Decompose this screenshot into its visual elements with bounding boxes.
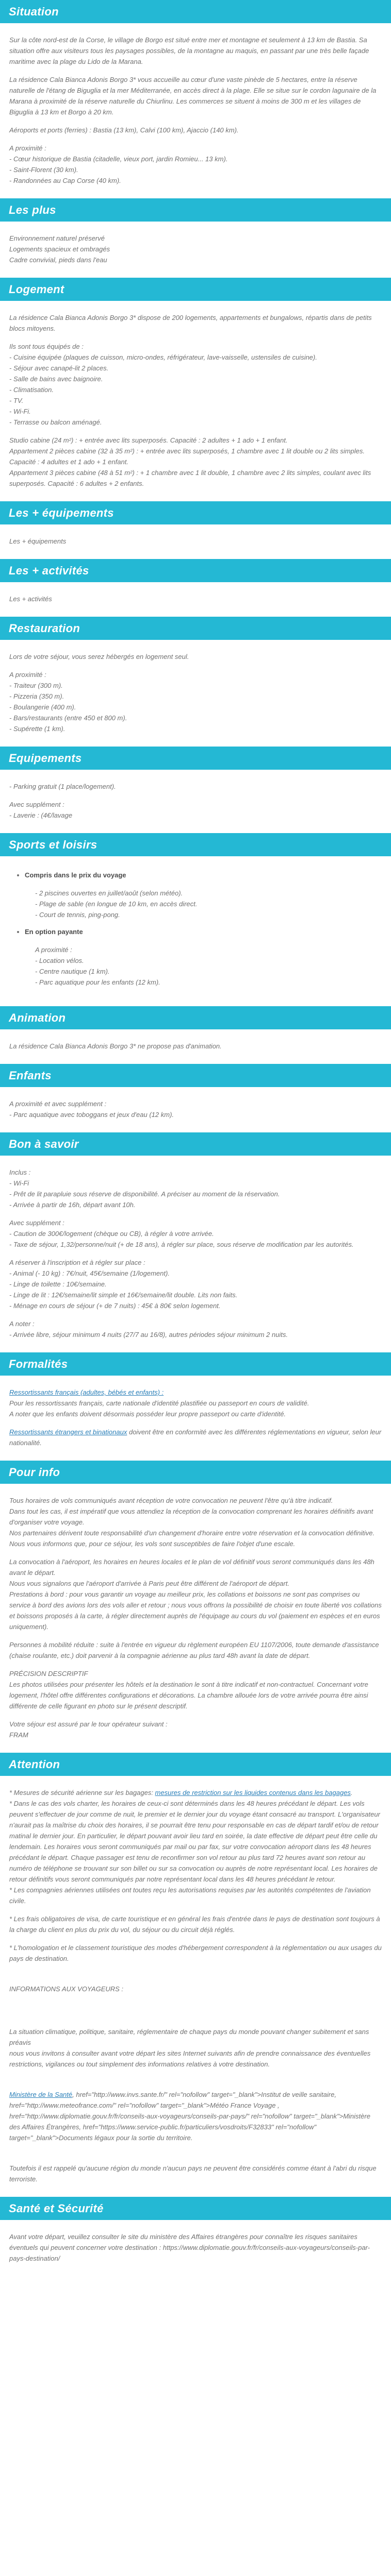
paragraph: Personnes à mobilité réduite : suite à l'entrée en vigueur du règlement européen EU 1107/2006, toute demande d'assistance (chaise roulante, etc.) doit parvenir à la compagnie aérienne au plus tard 48h avant la date de départ. [9, 1641, 379, 1659]
room-types [9, 435, 382, 489]
included-title: Compris dans le prix du voyage [25, 871, 126, 879]
children-info [9, 1098, 382, 1120]
line: - Terrasse ou balcon aménagé. [9, 418, 102, 426]
line: - Parc aquatique pour les enfants (12 km). [35, 978, 160, 986]
line: * Dans le cas des vols charter, les horaires de ceux-ci sont déterminés dans les 48 heures précédant le départ. Les vols peuvent s'effectuer de jour comme de nuit, le premier et le dernier jour du voyage étant consacré au transport. L'organisateur n'aurait pas la maîtrise du choix des horaires, il se pourrait être tenu pour responsable en cas de départ tardif et/ou de retour matinal le dernier jour. En particulier, le départ pouvant avoir lieu tard en soirée, la date effective de départ peut être celle du lendemain. Les horaires vous seront communiqués par mail ou par fax, sur votre convocation aéroport dans les 48 heures précédant le départ. Chaque passager est tenu de reconfirmer son vol retour au plus tard 72 heures avant son retour au numéro de téléphone se trouvant sur son billet ou sur sa convocation ou auprès de notre représentant local. Les horaires de retour définitifs vous seront communiqués par notre représentant local dans les 48 heures précédant le retour. [9, 1800, 380, 1883]
section-title: Logement [9, 282, 64, 296]
section-title: Les plus [9, 203, 56, 216]
line: A proximité : [9, 671, 46, 679]
line: - Salle de bains avec baignoire. [9, 375, 103, 383]
line: * Mesures de sécurité aérienne sur les bagages: [9, 1789, 155, 1797]
line: - Cuisine équipée (plaques de cuisson, micro-ondes, réfrigérateur, lave-vaisselle, ustensiles de cuisine). [9, 353, 317, 361]
section-header-attention [0, 1753, 391, 1776]
paragraph: Avant votre départ, veuillez consulter le site du ministère des Affaires étrangères pour connaître les risques sanitaires éventuels qui peuvent concerner votre destination : https://www.diplomatie.gouv.fr/fr/conseils-aux-voyageurs/conseils-par-pays-destination/ [9, 2233, 370, 2262]
line: Avec supplément : [9, 801, 64, 808]
line: - Laverie : (4€/lavage [9, 811, 73, 819]
flight-info [9, 1495, 382, 1549]
useful-links [9, 2089, 382, 2143]
line: A noter : [9, 1320, 35, 1328]
line: Environnement naturel préservé [9, 234, 105, 242]
line: Studio cabine (24 m²) : + entrée avec lits superposés. Capacité : 2 adultes + 1 ado + 1 enfant. [9, 436, 288, 444]
line: PRÉCISION DESCRIPTIF [9, 1670, 88, 1677]
section-header-plus-equipements [0, 501, 391, 524]
line: * Les compagnies aériennes utilisées ont toutes reçu les autorisations requises par les autorités compétentes de l'aviation civile. [9, 1886, 371, 1905]
section-title: Enfants [9, 1069, 52, 1082]
line: Appartement 2 pièces cabine (32 à 35 m²) : + entrée avec lits superposés, 1 chambre avec 1 lit double ou 2 lits simples. Capacité : 4 adultes et 1 ado + 1 enfant. [9, 447, 365, 466]
spacer [9, 2077, 382, 2089]
line: Tous horaires de vols communiqués avant réception de votre convocation ne peuvent l'être qu'à titre indicatif. [9, 1497, 333, 1504]
line: La situation climatique, politique, sanitaire, réglementaire de chaque pays du monde pouvant changer subitement et sans préavis [9, 2028, 369, 2046]
section-body-pour-info [0, 1484, 391, 1750]
paragraph: La résidence Cala Bianca Adonis Borgo 3* dispose de 200 logements, appartements et bungalows, répartis dans de petits blocs mitoyens. [9, 314, 372, 332]
section-title: Santé et Sécurité [9, 2201, 104, 2215]
section-header-les-plus [0, 198, 391, 222]
line: - Arrivée libre, séjour minimum 4 nuits (27/7 au 16/8), autres périodes séjour minimum 2 nuits. [9, 1331, 288, 1338]
section-header-restauration [0, 617, 391, 640]
section-title: Situation [9, 5, 59, 18]
section-title: Formalités [9, 1357, 68, 1370]
paragraph: Les + activités [9, 595, 52, 603]
line: Votre séjour est assuré par le tour opérateur suivant : [9, 1720, 168, 1728]
section-title: Restauration [9, 621, 80, 635]
paragraph: La résidence Cala Bianca Adonis Borgo 3* ne propose pas d'animation. [9, 1042, 222, 1050]
line: - Randonnées au Cap Corse (40 km). [9, 177, 121, 184]
line: A proximité : [9, 144, 46, 152]
line: Inclus : [9, 1168, 31, 1176]
section-body-animation [0, 1029, 391, 1061]
line: Nos partenaires dérivent toute responsabilité d'un changement d'horaire entre votre réservation et la convocation définitive. [9, 1529, 375, 1537]
list-item [25, 870, 382, 920]
paid-lines [25, 944, 382, 988]
line: A proximité : [35, 946, 72, 954]
foreign-nationals [9, 1427, 382, 1448]
section-header-situation [0, 0, 391, 23]
paragraph: - Parking gratuit (1 place/logement). [9, 783, 116, 790]
paragraph: La résidence Cala Bianca Adonis Borgo 3* vous accueille au cœur d'une vaste pinède de 5 hectares, entre la réserve naturelle de l'étang de Biguglia et la mer Méditerranée, en accès direct à la plage. Elle se situe sur le cordon lagunaire de la Marana à proximité de la réserve naturelle du Chiurlinu. Les commerces se situent à moins de 300 m et les villages de Biguglia à 13 km et Borgo à 20 km. [9, 76, 377, 116]
highlights [9, 233, 382, 265]
paid-option-title: En option payante [25, 928, 83, 936]
section-body-enfants [0, 1087, 391, 1129]
section-body-plus-activites [0, 582, 391, 614]
line: - Ménage en cours de séjour (+ de 7 nuits) : 45€ à 80€ selon logement. [9, 1302, 221, 1310]
section-title: Animation [9, 1011, 66, 1024]
line: - Parc aquatique avec toboggans et jeux d'eau (12 km). [9, 1111, 174, 1118]
section-title: Pour info [9, 1465, 60, 1479]
security-measures [9, 1787, 382, 1906]
nearby-list [9, 669, 382, 734]
line: Cadre convivial, pieds dans l'eau [9, 256, 107, 264]
line: Ils sont tous équipés de : [9, 343, 84, 350]
line: Nous vous signalons que l'aéroport d'arrivée à Paris peut être différent de l'aéroport de départ. [9, 1580, 289, 1587]
section-body-logement [0, 301, 391, 498]
line: - Taxe de séjour, 1,32/personne/nuit (+ de 18 ans), à régler sur place, sous réserve de modification par les autorités. [9, 1241, 354, 1248]
section-header-logement [0, 278, 391, 301]
section-body-formalites [0, 1376, 391, 1458]
section-body-sante [0, 2220, 391, 2273]
spacer [9, 2002, 382, 2026]
section-title: Sports et loisirs [9, 838, 97, 851]
equipment-list [9, 341, 382, 428]
tour-operator [9, 1719, 382, 1740]
paragraph: Les + équipements [9, 537, 67, 545]
paragraph: * L'homologation et le classement touristique des modes d'hébergement correspondent à la réglementation ou aux usages du pays de destination. [9, 1944, 382, 1962]
section-header-equipements [0, 747, 391, 770]
line: - Caution de 300€/logement (chèque ou CB), à régler à votre arrivée. [9, 1230, 214, 1238]
line: . [350, 1789, 353, 1797]
line: Avec supplément : [9, 1219, 64, 1227]
paragraph: Toutefois il est rappelé qu'aucune région du monde n'aucun pays ne peuvent être considérés comme étant à l'abri du risque terroriste. [9, 2164, 377, 2183]
line: - Wi-Fi. [9, 408, 31, 415]
section-body-bon-a-savoir [0, 1156, 391, 1349]
line: FRAM [9, 1731, 28, 1739]
line: - Boulangerie (400 m). [9, 703, 76, 711]
description-precision [9, 1668, 382, 1711]
line: A proximité et avec supplément : [9, 1100, 107, 1108]
line: A réserver à l'inscription et à régler sur place : [9, 1259, 145, 1266]
section-body-plus-equipements [0, 524, 391, 556]
section-header-enfants [0, 1064, 391, 1087]
section-header-plus-activites [0, 559, 391, 582]
line: - TV. [9, 397, 24, 404]
section-body-restauration [0, 640, 391, 743]
included-lines [25, 888, 382, 920]
line: Prestations à bord : pour vous garantir un voyage au meilleur prix, les collations et boissons ne sont pas comprises ou service à bord des avions lors des vols aller et retour ; nous vous offrons la possibilité de choisir en toute liberté vos collations et boissons proposés à la carte, à régler directement auprès de l'équipage au cours du vol (paiement en espèces et en euros uniquement). [9, 1590, 382, 1631]
paragraph: Aéroports et ports (ferries) : Bastia (13 km), Calvi (100 km), Ajaccio (140 km). [9, 126, 239, 134]
section-title: Les + activités [9, 564, 89, 577]
line: Appartement 3 pièces cabine (48 à 51 m²) : + 1 chambre avec 1 lit double, 1 chambre avec 2 lits simples, coulant avec lits superposés. Capacité : 6 adultes + 2 enfants. [9, 469, 371, 487]
paragraph: INFORMATIONS AUX VOYAGEURS : [9, 1985, 124, 1993]
included-info [9, 1167, 382, 1210]
paragraph: Sur la côte nord-est de la Corse, le village de Borgo est situé entre mer et montagne et seulement à 13 km de Bastia. Sa situation offre aux visiteurs tous les paysages possibles, de la montagne au maquis, en passant par une très belle façade maritime avec la plage du Lido de la Marana. [9, 36, 369, 65]
french-nationals [9, 1387, 382, 1419]
section-header-sports [0, 833, 391, 856]
french-nationals-link[interactable]: Ressortissants français (adultes, bébés et enfants) : [9, 1388, 164, 1396]
line: - Animal (- 10 kg) : 7€/nuit, 45€/semaine (1/logement). [9, 1269, 170, 1277]
section-body-les-plus [0, 222, 391, 275]
line: A noter que les enfants doivent désormais posséder leur propre passeport ou carte d'identité. [9, 1410, 286, 1418]
line: - Linge de lit : 12€/semaine/lit simple et 16€/semaine/lit double. Lits non faits. [9, 1291, 238, 1299]
line: doivent être en conformité avec les différentes réglementations en vigueur, selon leur nationalité. [9, 1428, 382, 1447]
traveller-info [9, 2026, 382, 2070]
note-info [9, 1318, 382, 1340]
spacer [9, 1971, 382, 1984]
line: - Arrivée à partir de 16h, départ avant 10h. [9, 1201, 136, 1209]
line: - Cœur historique de Bastia (citadelle, vieux port, jardin Romieu... 13 km). [9, 155, 228, 163]
line: - Plage de sable (en longue de 10 km, en accès direct. [35, 900, 198, 908]
section-title: Bon à savoir [9, 1137, 79, 1150]
section-header-formalites [0, 1352, 391, 1376]
line: - Centre nautique (1 km). [35, 968, 110, 975]
section-header-bon-a-savoir [0, 1132, 391, 1156]
section-title: Equipements [9, 751, 82, 765]
line: - Prêt de lit parapluie sous réserve de disponibilité. A préciser au moment de la réservation. [9, 1190, 280, 1198]
line: - Traiteur (300 m). [9, 682, 63, 689]
section-body-situation [0, 23, 391, 195]
convocation-info [9, 1556, 382, 1632]
supplement-list [9, 799, 382, 821]
line: - Supérette (1 km). [9, 725, 66, 733]
foreign-nationals-link[interactable]: Ressortissants étrangers et binationaux [9, 1428, 127, 1436]
line: Dans tout les cas, il est impératif que vous attendiez la réception de la convocation comprenant les horaires définitifs avant d'organiser votre voyage. [9, 1507, 373, 1526]
line: - Séjour avec canapé-lit 2 places. [9, 364, 109, 372]
line: - Bars/restaurants (entre 450 et 800 m). [9, 714, 127, 722]
line: - Court de tennis, ping-pong. [35, 911, 120, 919]
line: Les photos utilisées pour présenter les hôtels et la destination le sont à titre indicatif et non-contractuel. Concernant votre logement, l'hôtel offre différentes configurations et décorations. La chambre allouée lors de votre arrivée pourra être ainsi différente de celle figurant en photo sur le présent descriptif. [9, 1681, 368, 1710]
line: - Pizzeria (350 m). [9, 692, 64, 700]
line: La convocation à l'aéroport, les horaires en heures locales et le plan de vol définitif vous seront communiqués dans les 48h avant le départ. [9, 1558, 374, 1577]
section-title: Attention [9, 1757, 60, 1771]
line: nous vous invitons à consulter avant votre départ les sites Internet suivants afin de prendre connaissance des éventuelles restrictions, vigilances ou tout simplement des informations relatives à votre destination. [9, 2049, 371, 2068]
supplement-info [9, 1217, 382, 1250]
spacer [9, 2150, 382, 2163]
health-ministry-link[interactable]: Ministère de la Santé [9, 2091, 73, 2098]
line: - 2 piscines ouvertes en juillet/août (selon météo). [35, 889, 183, 897]
section-body-sports [0, 856, 391, 1003]
section-body-attention [0, 1776, 391, 2194]
paragraph: * Les frais obligatoires de visa, de carte touristique et en général les frais d'entrée dans le pays de destination sont toujours à la charge du client en plus du prix du vol, du séjour ou du circuit déjà réglés. [9, 1915, 380, 1934]
line: Logements spacieux et ombragés [9, 245, 110, 253]
reserve-info [9, 1257, 382, 1311]
section-header-animation [0, 1006, 391, 1029]
list-item [25, 926, 382, 988]
line: , href="http://www.invs.sante.fr/" rel="nofollow" target="_blank">Institut de veille sanitaire, href="http://www.meteofrance.com/" rel="nofollow" target="_blank">Météo France Voyage , href="http://www.diplomatie.gouv.fr/fr/conseils-aux-voyageurs/conseils-par-pays/" rel="nofollow" target="_blank">Ministère des Affaires Étrangères, href="https://www.service-public.fr/particuliers/vosdroits/F32833" rel="nofollow" target="_blank">Documents légaux pour la sortie du territoire. [9, 2091, 370, 2142]
line: Nous vous informons que, pour ce séjour, les vols sont susceptibles de faire l'objet d'une escale. [9, 1540, 296, 1548]
line: - Saint-Florent (30 km). [9, 166, 78, 174]
line: Pour les ressortissants français, carte nationale d'identité plastifiée ou passeport en cours de validité. [9, 1399, 309, 1407]
line: - Linge de toilette : 10€/semaine. [9, 1280, 107, 1288]
line: - Wi-Fi [9, 1179, 29, 1187]
section-header-pour-info [0, 1461, 391, 1484]
liquids-restriction-link[interactable]: mesures de restriction sur les liquides contenus dans les bagages [155, 1789, 351, 1797]
section-title: Les + équipements [9, 506, 114, 519]
section-header-sante [0, 2197, 391, 2220]
paragraph: Lors de votre séjour, vous serez hébergés en logement seul. [9, 653, 189, 660]
nearby-list [9, 143, 382, 186]
line: - Climatisation. [9, 386, 54, 394]
section-body-equipements [0, 770, 391, 830]
sports-list [9, 870, 382, 988]
line: - Location vélos. [35, 957, 84, 964]
